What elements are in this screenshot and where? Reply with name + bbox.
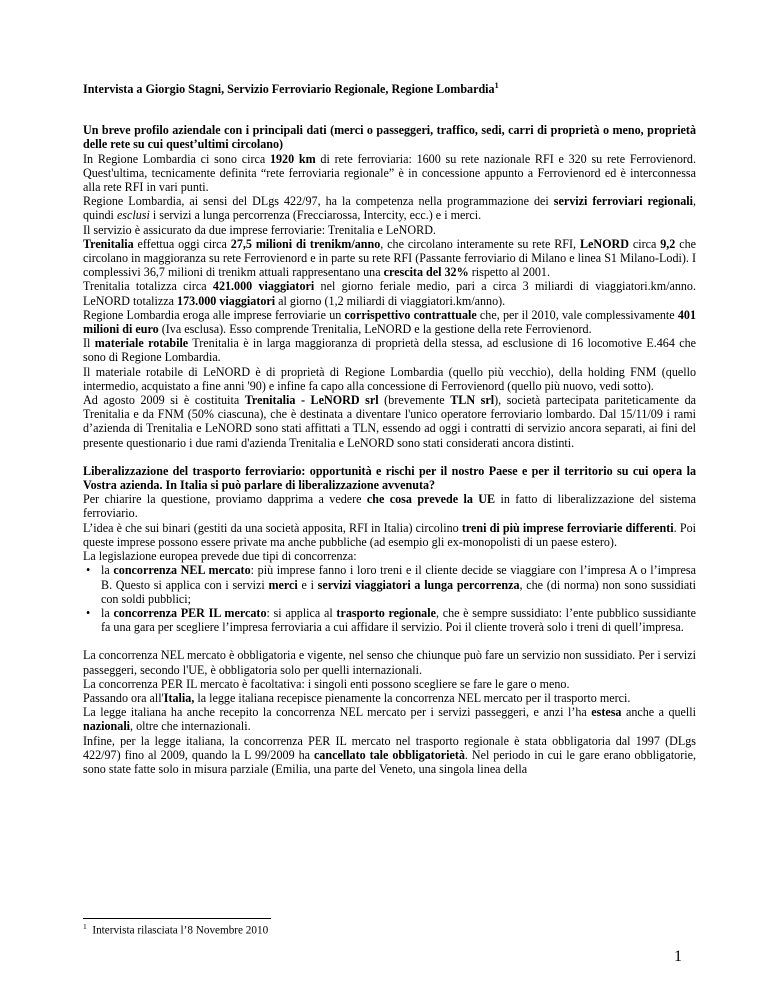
footnote-text: Intervista rilasciata l’8 Novembre 2010 bbox=[92, 924, 269, 937]
section2-paragraph-3: La legislazione europea prevede due tipi di concorrenza: bbox=[83, 549, 357, 564]
section1-paragraph-5: Trenitalia totalizza circa 421.000 viaggiatori nel giorno feriale medio, pari a circa 3 miliardi di viaggiatori.km/anno. LeNORD totalizza 173.000 viaggiatori al giorno (1,2 miliardi di viaggiatori.km/anno). bbox=[83, 279, 697, 308]
section3-paragraph-5: Infine, per la legge italiana, la concorrenza PER IL mercato nel trasporto regionale è stata obbligatoria dal 1997 (DLgs 422/97) fino al 2009, quando la L 99/2009 ha cancellato tale obbligatorietà. Nel periodo in cui le gare erano obbligatorie, sono state fatte solo in misura parziale (Emilia, una parte del Veneto, una singola linea della bbox=[83, 733, 697, 776]
section1-paragraph-7: Il materiale rotabile Trenitalia è in larga maggioranza di proprietà della stessa, ad esclusione di 16 locomotive E.464 che sono di Regione Lombardia. bbox=[83, 336, 696, 365]
footnote-number: 1 bbox=[83, 922, 87, 931]
title-text: Intervista a Giorgio Stagni, Servizio Ferroviario Regionale, Regione Lombardia bbox=[83, 82, 495, 96]
section3-paragraph-4: La legge italiana ha anche recepito la concorrenza NEL mercato per i servizi passeggeri, e anzi l’ha estesa anche a quelli nazionali, oltre che internazionali. bbox=[83, 705, 696, 734]
section3-paragraph-3: Passando ora all'Italia, la legge italiana recepisce pienamente la concorrenza NEL mercato per il trasporto merci. bbox=[83, 690, 631, 705]
section1-heading: Un breve profilo aziendale con i principali dati (merci o passeggeri, traffico, sedi, carri di proprietà o meno, proprietà delle rete su cui quest’ultimi circolano) bbox=[83, 123, 696, 152]
section1-paragraph-1: In Regione Lombardia ci sono circa 1920 km di rete ferroviaria: 1600 su rete nazionale RFI e 320 su rete Ferrovienord. Quest'ultima, tecnicamente definita “rete ferroviaria regionale” è in concessione appunto a Ferrovienord ed è interconnessa alla rete RFI in vari punti. bbox=[83, 151, 696, 195]
footnote-separator bbox=[83, 918, 271, 919]
section3-paragraph-2: La concorrenza PER IL mercato è facoltativa: i singoli enti possono scegliere se fare le gare o meno. bbox=[83, 676, 570, 691]
section3-paragraph-1: La concorrenza NEL mercato è obbligatoria e vigente, nel senso che chiunque può fare un servizio non sussidiato. Per i servizi passeggeri, secondo l'UE, è obbligatoria solo per quelli internazionali. bbox=[83, 648, 696, 677]
interview-title bbox=[83, 82, 696, 96]
section1-paragraph-6: Regione Lombardia eroga alle imprese ferroviarie un corrispettivo contrattuale che, per il 2010, vale complessivamente 401 milioni di euro (Iva esclusa). Esso comprende Trenitalia, LeNORD e la gestione della rete Ferrovienord. bbox=[83, 307, 696, 337]
section1-paragraph-3: Il servizio è assicurato da due imprese ferroviarie: Trenitalia e LeNORD. bbox=[83, 222, 436, 237]
bullet-icon: • bbox=[86, 605, 91, 620]
page-content bbox=[83, 82, 696, 776]
section1-paragraph-8: Il materiale rotabile di LeNORD è di proprietà di Regione Lombardia (quello più vecchio), della holding FNM (quello intermedio, acquistato a fine anni '90) e infine fa capo alla concessione di Ferrovienord (quello più nuovo, vedi sotto). bbox=[83, 364, 696, 393]
section1-paragraph-9: Ad agosto 2009 si è costituita Trenitalia - LeNORD srl (brevemente TLN srl), società partecipata pariteticamente da Trenitalia e da FNM (50% ciascuna), che è destinata a diventare l'unico operatore ferroviario lombardo. Dal 15/11/09 i rami d’azienda di Trenitalia e LeNORD sono stati affittati a TLN, essendo ad oggi i contratti di servizio ancora separati, ai fini del presente questionario i due rami d'azienda Trenitalia e LeNORD sono stati considerati ancora distinti. bbox=[83, 393, 697, 450]
section2-paragraph-2: L’idea è che sui binari (gestiti da una società apposita, RFI in Italia) circolino treni di più imprese ferroviarie differenti. Poi queste imprese possono essere private ma anche pubbliche (ad esempio gli ex-monopolisti di un paese estero). bbox=[83, 520, 696, 549]
footnote-reference: 1 bbox=[494, 80, 499, 90]
paragraph-gap bbox=[83, 634, 696, 648]
section1-paragraph-2: Regione Lombardia, ai sensi del DLgs 422/97, ha la competenza nella programmazione dei servizi ferroviari regionali, quindi esclusi i servizi a lunga percorrenza (Frecciarossa, Intercity, ecc.) e i merci. bbox=[83, 194, 696, 223]
page-number: 1 bbox=[674, 948, 682, 965]
section2-paragraph-1: Per chiarire la questione, proviamo dapprima a vedere che cosa prevede la UE in fatto di liberalizzazione del sistema ferroviario. bbox=[83, 492, 697, 521]
section2-heading: Liberalizzazione del trasporto ferroviario: opportunità e rischi per il nostro Paese e per il territorio su cui opera la Vostra azienda. In Italia si può parlare di liberalizzazione avvenuta? bbox=[83, 463, 696, 493]
list-item: • la concorrenza PER IL mercato: si applica al trasporto regionale, che è sempre sussidiato: l’ente pubblico sussidiante fa una gara per scegliere l’impresa ferroviaria a cui affidare il servizio. Poi il cliente troverà solo i treni di quell’impresa. bbox=[86, 605, 696, 635]
competition-types-list bbox=[83, 563, 696, 634]
list-item: • la concorrenza NEL mercato: più imprese fanno i loro treni e il cliente decide se viaggiare con l’impresa A o l’impresa B. Questo si applica con i servizi merci e i servizi viaggiatori a lunga percorrenza, che (di norma) non sono sussidiati con soldi pubblici; bbox=[86, 563, 697, 606]
paragraph-gap bbox=[83, 450, 696, 464]
footnote bbox=[83, 920, 696, 938]
bullet-icon: • bbox=[86, 563, 91, 578]
section1-paragraph-4: Trenitalia effettua oggi circa 27,5 milioni di trenikm/anno, che circolano interamente su rete RFI, LeNORD circa 9,2 che circolano in maggioranza su rete Ferrovienord e in parte su rete RFI (Passante ferroviario di Milano e linea S1 Milano-Lodi). I complessivi 36,7 milioni di trenikm attuali rappresentano una crescita del 32% rispetto al 2001. bbox=[83, 236, 697, 280]
